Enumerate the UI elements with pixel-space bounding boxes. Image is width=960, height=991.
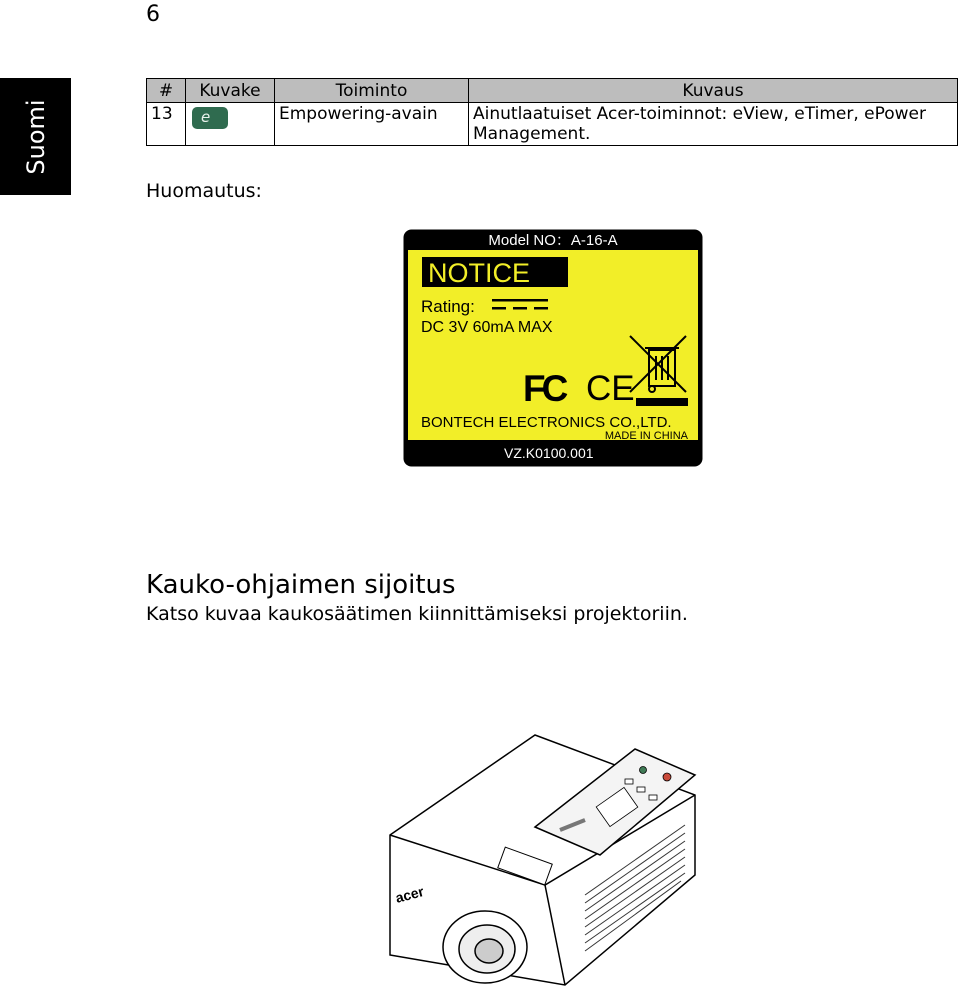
empowering-key-glyph: e [201,108,211,126]
header-description: Kuvaus [469,79,958,103]
header-num: # [147,79,186,103]
label-rating-value: DC 3V 60mA MAX [421,319,553,336]
note-title: Huomautus: [146,180,262,202]
header-icon: Kuvake [186,79,275,103]
label-manufacturer: BONTECH ELECTRONICS CO.,LTD. [421,414,672,431]
label-model: Model NO：A-16-A [488,232,618,249]
key-table [146,78,958,146]
row-num: 13 [147,103,186,146]
table-header-row [147,79,958,103]
row-icon-cell [186,103,275,146]
empowering-key-icon [192,107,228,129]
label-origin: MADE IN CHINA [604,430,688,442]
table-row [147,103,958,146]
row-description: Ainutlaatuiset Acer-toiminnot: eView, eTimer, ePower Management. [469,103,958,146]
label-heading: NOTICE [428,258,531,288]
projector-remote-illustration [385,725,705,991]
projector-brand: acer [393,882,426,906]
projector-lens [443,911,527,983]
header-function: Toiminto [275,79,469,103]
fcc-mark: FC [523,368,565,409]
section-body: Katso kuvaa kaukosäätimen kiinnittämiseksi projektoriin. [146,603,688,625]
language-tab [0,78,71,195]
section-title: Kauko-ohjaimen sijoitus [146,570,456,600]
language-tab-label: Suomi [21,98,50,175]
weee-bar [636,398,688,406]
ce-mark: CE [586,369,635,408]
label-rating: Rating: [421,297,475,316]
page-number: 6 [146,2,160,27]
row-function: Empowering-avain [275,103,469,146]
notice-label [402,228,704,468]
label-code: VZ.K0100.001 [504,445,594,461]
